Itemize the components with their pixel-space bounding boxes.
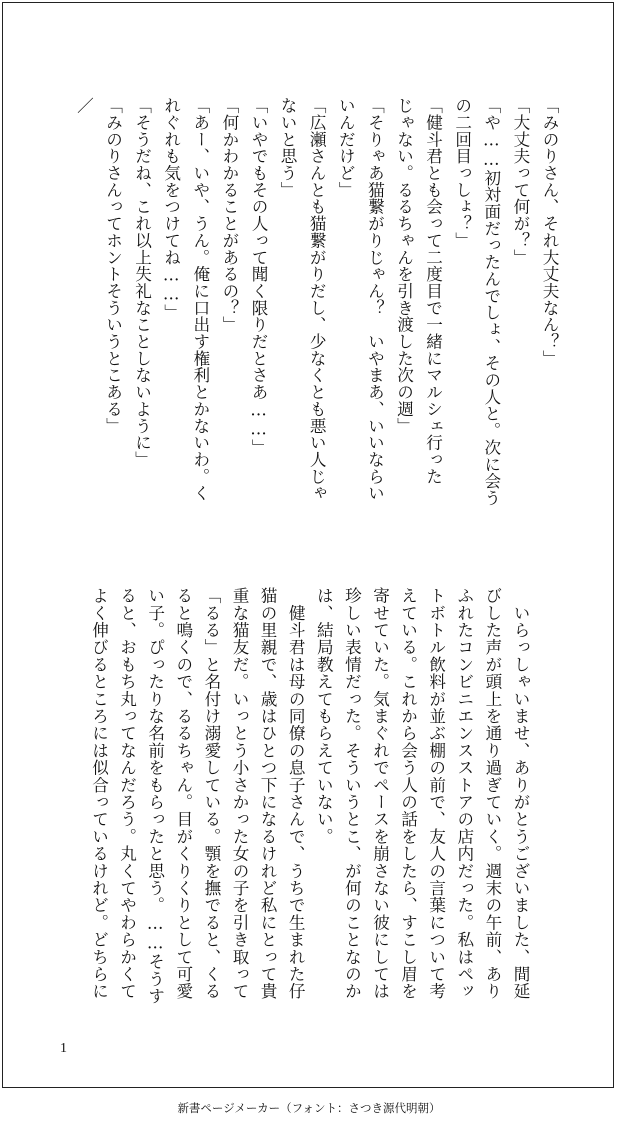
- upper-line: 「広瀬さんとも猫繋がりだし、少なくとも悪い人じゃ: [307, 97, 327, 502]
- upper-line: 「みのりさん、それ大丈夫なん？」: [540, 97, 559, 367]
- upper-line: 「大丈夫って何が？」: [510, 97, 530, 266]
- lower-line: 重な猫友だ。いっとう小さかった女の子を引き取って: [230, 587, 249, 1000]
- lower-line: 寄せていた。気まぐれでペースを崩さない彼にしては: [370, 587, 390, 1000]
- lower-line: 猫の里親で、歳はひとつ下になるけれど私にとって貴: [258, 587, 278, 1000]
- lower-line: ると、おもち丸ってなんだろう。丸くてやわらかくて: [117, 587, 137, 1000]
- book-page: [2, 2, 614, 1088]
- lower-line: トボトル飲料が並ぶ棚の前で、友人の言葉について考: [426, 587, 446, 1000]
- upper-line: 「そうだね、これ以上失礼なことしないように」: [132, 97, 152, 468]
- upper-line: じゃない。るるちゃんを引き渡した次の週」: [394, 97, 414, 434]
- lower-line: 「るる」と名付け溺愛している。顎を撫でると、くる: [201, 587, 221, 1000]
- lower-text-block: [3, 3, 613, 1087]
- lower-line: ると鳴くので、るるちゃん。目がくりくりとして可愛: [173, 587, 193, 1000]
- upper-line: 「いやでもその人って聞く限りだとさあ……」: [249, 97, 268, 456]
- upper-line: 「健斗君とも会って二度目で一緒にマルシェ行った: [423, 97, 443, 485]
- lower-line: い子。ぴったりな名前をもらったと思う。……そうす: [145, 587, 165, 1005]
- upper-line: いんだけど」: [336, 97, 356, 199]
- lower-line: ふれたコンビニエンスストアの店内だった。私はペッ: [454, 587, 474, 1000]
- upper-line: れぐれも気をつけてね……」: [161, 97, 181, 321]
- page-number: 1: [60, 1041, 67, 1056]
- upper-line: の二回目っしょ？」: [452, 97, 472, 249]
- lower-line: 健斗君は母の同僚の息子さんで、うちで生まれた仔: [286, 587, 306, 1000]
- lower-line: 珍しい表情だった。そういうとこ、が何のことなのか: [342, 587, 362, 1000]
- upper-line: ／: [74, 97, 94, 114]
- upper-line: ないと思う」: [278, 97, 298, 199]
- upper-line: 「みのりさんってホントそういうとこある」: [103, 97, 123, 434]
- upper-line: 「や……初対面だったんでしょ、その人と。次に会う: [481, 97, 501, 507]
- lower-line: よく伸びるところには似合っているけれど。どちらに: [89, 587, 109, 1000]
- upper-line: 「そりゃあ猫繋がりじゃん？ いやまあ、いいならい: [365, 97, 385, 502]
- upper-line: 「何かわかることがあるの？」: [219, 97, 239, 333]
- lower-line: は、結局教えてもらえていない。: [314, 587, 334, 845]
- lower-line: びした声が頭上を通り過ぎていく。週末の午前、あり: [482, 587, 502, 1000]
- upper-line: 「あー、いや、うん。俺に口出す権利とかないわ。く: [190, 97, 210, 502]
- lower-line: えている。これから会う人の話をしたら、すこし眉を: [398, 587, 418, 1000]
- lower-line: いらっしゃいませ、ありがとうございました、間延: [511, 587, 530, 1000]
- footer-caption: 新書ページメーカー（フォント：さつき源代明朝）: [177, 1101, 441, 1115]
